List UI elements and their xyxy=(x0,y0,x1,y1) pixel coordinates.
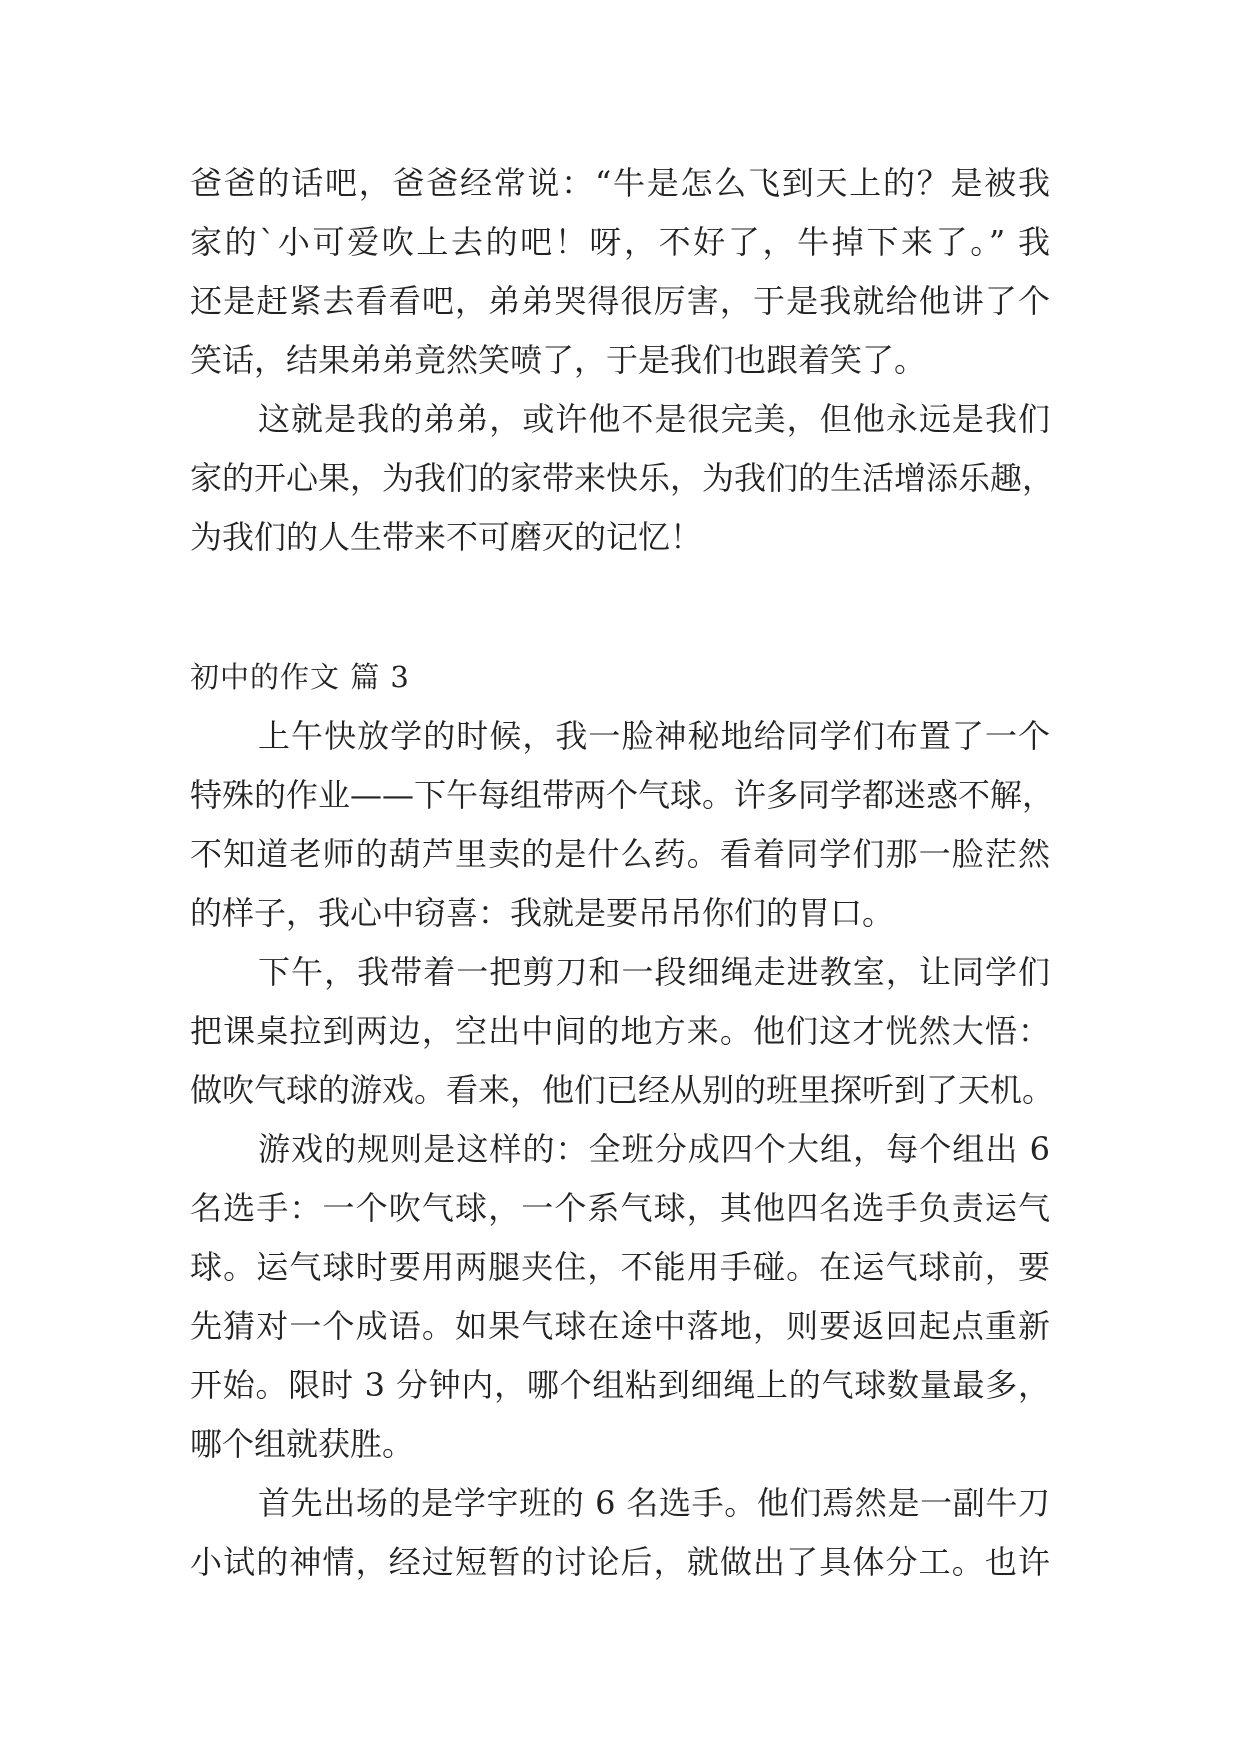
text-line: 哪个组就获胜。 xyxy=(190,1425,415,1463)
text-line: 家的`小可爱吹上去的吧！呀，不好了，牛掉下来了。” 我 xyxy=(190,223,1050,261)
text-line: 还是赶紧去看看吧，弟弟哭得很厉害，于是我就给他讲了个 xyxy=(190,282,1050,320)
paragraph xyxy=(190,390,1055,567)
section-gap xyxy=(190,567,1050,648)
text-line: 这就是我的弟弟，或许他不是很完美，但他永远是我们 xyxy=(258,400,1050,438)
paragraph xyxy=(190,1120,1050,1474)
document-page xyxy=(190,154,1055,1592)
text-line: 做吹气球的游戏。看来，他们已经从别的班里探听到了天机。 xyxy=(190,1071,1055,1109)
section-heading: 初中的作文 篇 3 xyxy=(190,660,410,694)
text-line: 小试的神情，经过短暂的讨论后，就做出了具体分工。也许 xyxy=(190,1543,1050,1581)
text-line: 为我们的人生带来不可磨灭的记忆！ xyxy=(190,518,703,556)
text-line: 下午，我带着一把剪刀和一段细绳走进教室，让同学们 xyxy=(258,953,1050,991)
text-line: 爸爸的话吧，爸爸经常说：“牛是怎么飞到天上的？是被我 xyxy=(190,164,1050,202)
text-line: 的样子，我心中窃喜：我就是要吊吊你们的胃口。 xyxy=(190,894,895,932)
text-line: 游戏的规则是这样的：全班分成四个大组，每个组出 6 xyxy=(258,1130,1050,1168)
text-line: 笑话，结果弟弟竟然笑喷了，于是我们也跟着笑了。 xyxy=(190,341,927,379)
text-line: 家的开心果，为我们的家带来快乐，为我们的生活增添乐趣， xyxy=(190,459,1055,497)
text-line: 首先出场的是学宇班的 6 名选手。他们焉然是一副牛刀 xyxy=(258,1484,1050,1522)
paragraph xyxy=(190,154,1050,390)
text-line: 特殊的作业——下午每组带两个气球。许多同学都迷惑不解， xyxy=(190,776,1055,814)
text-line: 上午快放学的时候，我一脸神秘地给同学们布置了一个 xyxy=(258,717,1050,755)
text-line: 球。运气球时要用两腿夹住，不能用手碰。在运气球前，要 xyxy=(190,1248,1050,1286)
paragraph xyxy=(190,707,1055,943)
paragraph xyxy=(190,943,1055,1120)
text-line: 把课桌拉到两边，空出中间的地方来。他们这才恍然大悟： xyxy=(190,1012,1050,1050)
text-line: 不知道老师的葫芦里卖的是什么药。看着同学们那一脸茫然 xyxy=(190,835,1050,873)
text-line: 名选手：一个吹气球，一个系气球，其他四名选手负责运气 xyxy=(190,1189,1050,1227)
paragraph xyxy=(190,1474,1050,1592)
text-line: 先猜对一个成语。如果气球在途中落地，则要返回起点重新 xyxy=(190,1307,1050,1345)
text-line: 开始。限时 3 分钟内，哪个组粘到细绳上的气球数量最多， xyxy=(190,1366,1050,1404)
